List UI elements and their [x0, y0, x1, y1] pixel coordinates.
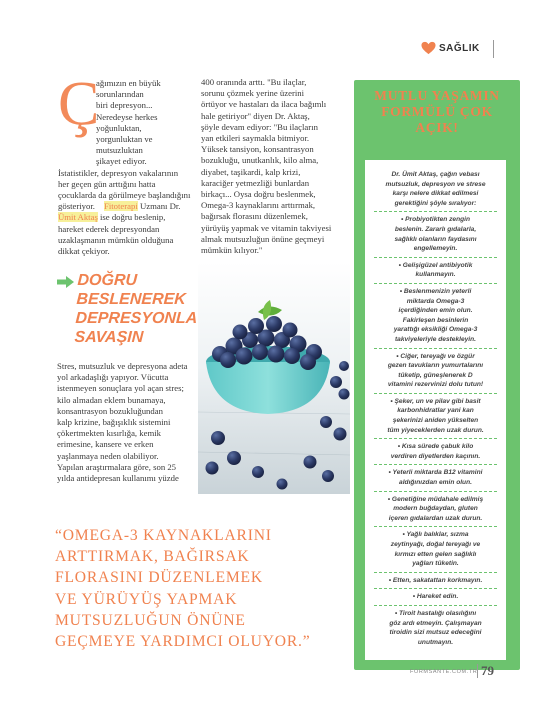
- tip-separator: [374, 605, 497, 606]
- tip-line: unutmayın.: [417, 638, 454, 646]
- quote-line: ARTTIRMAK, BAĞIRSAK: [55, 548, 250, 566]
- text-span: Uzmanı Dr.: [137, 201, 181, 212]
- tip-line: miktarda Omega-3: [406, 297, 465, 305]
- drop-cap: Ç: [58, 70, 100, 138]
- text-line: kalp krizine, bağışıklık sistemini: [57, 417, 171, 427]
- tip-line: yağları tüketin.: [412, 560, 459, 568]
- text-line: [58, 212, 165, 223]
- tip-line: engellemeyin.: [413, 245, 458, 253]
- sidebar-tips: [368, 170, 503, 647]
- sidebar-tip: [368, 468, 503, 487]
- text-line: uzaklaşmanın mümkün olduğuna: [58, 234, 174, 245]
- tip-separator: [374, 438, 497, 439]
- text-line: yılda antidepresan kullanımı yüzde: [57, 473, 179, 483]
- text-line: şöyle devam ediyor: "Bu ilaçların: [201, 121, 318, 132]
- sidebar-title-line: FORMÜLÜ ÇOK: [381, 104, 493, 119]
- text-span: ise doğru beslenip,: [97, 212, 166, 223]
- pull-quote: [55, 525, 355, 652]
- tip-line: • Genetiğine müdahale edilmiş: [387, 495, 484, 503]
- text-line: 400 oranında arttı. "Bu ilaçlar,: [201, 77, 307, 87]
- tip-line: içerdiğinden emin olun.: [398, 307, 473, 315]
- intro-line: karşı nelere dikkat edilmesi: [392, 190, 479, 198]
- tip-line: gezen tavukların yumurtalarını: [387, 362, 484, 370]
- sidebar-title-line: AÇIK!: [415, 120, 459, 135]
- sidebar-tip: [368, 495, 503, 524]
- footer-divider: [477, 664, 478, 678]
- tip-separator: [374, 393, 497, 394]
- quote-line: FLORASINI DÜZENLEMEK: [55, 569, 263, 587]
- tip-line: • Etten, sakatattan korkmayın.: [388, 576, 483, 584]
- tip-separator: [374, 491, 497, 492]
- tip-separator: [374, 348, 497, 349]
- tip-line: karbonhidratlar yani kan: [397, 407, 474, 415]
- text-line: İstatistikler, depresyon vakalarının: [58, 167, 179, 178]
- text-line: şikayet ediyor.: [96, 156, 147, 167]
- sidebar-title: [358, 88, 516, 136]
- text-line: bozukluğu, unutkanlık, kilo alma,: [201, 155, 319, 166]
- tip-line: • Gelişigüzel antibiyotik: [398, 261, 473, 269]
- tip-line: kullanmayın.: [415, 271, 456, 279]
- text-line: almak mutsuzluğun önüne geçmeyi: [201, 233, 325, 244]
- text-line: istenmeyen sonuçlara yol açan stres;: [57, 383, 184, 394]
- tip-line: aldığınızdan emin olun.: [399, 479, 472, 487]
- tip-line: takviyeleriyle destekleyin.: [394, 335, 476, 343]
- tip-separator: [374, 572, 497, 573]
- text-line: yürüyüş yapmak ve vitamin takviyesi: [201, 222, 332, 233]
- sidebar-intro: [368, 170, 503, 208]
- tip-line: • Tiroit hastalığı olasılığını: [394, 609, 477, 617]
- tip-line: modern buğdaydan, gluten: [393, 505, 478, 513]
- sidebar-tip: [368, 576, 503, 586]
- highlighted-text: Ümit Aktaş: [58, 212, 98, 223]
- tip-line: şekerinizi aniden yükselten: [392, 417, 479, 425]
- text-line: örtüyor ve hastaları da ilaca bağımlı: [201, 99, 327, 110]
- text-line: birkaçı... Oysa doğru beslenmek,: [201, 189, 316, 199]
- sidebar-tip: [368, 215, 503, 253]
- subheading-line: SAVAŞIN: [74, 329, 144, 346]
- text-line: Omega-3 kaynaklarını arttırmak,: [201, 200, 316, 211]
- tip-line: verdiren diyetlerden kaçının.: [390, 452, 481, 460]
- tip-separator: [374, 588, 497, 589]
- quote-line: GEÇMEYE YARDIMCI OLUYOR.”: [55, 633, 311, 651]
- text-line: karaciğer yetmezliği bunlardan: [201, 177, 310, 188]
- sidebar-notch: [425, 147, 445, 159]
- quote-line: “OMEGA-3 KAYNAKLARINI: [55, 527, 272, 544]
- footer-website: FORMSANTE.COM.TR: [410, 669, 478, 675]
- text-line: konsantrasyon bozukluğundan: [57, 405, 163, 416]
- tip-line: Fakirleşen besinlerin: [402, 316, 469, 324]
- text-line: erimesine, kansere ve erken: [57, 439, 154, 450]
- sidebar-tip: [368, 442, 503, 461]
- tip-separator: [374, 257, 497, 258]
- text-line: yol arkadaşlığı yapıyor. Vücutta: [57, 372, 169, 383]
- text-line: mümkün kılıyor.": [201, 245, 263, 255]
- tip-line: • Yağlı balıklar, sızma: [402, 531, 469, 539]
- text-line: gösteriyor.: [58, 201, 95, 212]
- tip-line: sağlıklı olanların faydasını: [394, 235, 477, 243]
- tip-separator: [374, 211, 497, 212]
- header-divider: [493, 40, 494, 58]
- tip-line: beslenin. Zararlı gıdalarla,: [394, 225, 477, 233]
- text-line: Yapılan araştırmalara göre, son 25: [57, 461, 177, 472]
- tip-line: vitamini rezervinizi dolu tutun!: [387, 381, 484, 389]
- tip-separator: [374, 283, 497, 284]
- tip-line: • Beslenmenizin yeterli: [399, 287, 472, 295]
- sidebar-tip: [368, 352, 503, 390]
- tip-line: • Hareket edin.: [412, 593, 459, 601]
- tip-line: kırmızı etten gelen sağlıklı: [394, 550, 477, 558]
- sidebar-title-line: MUTLU YAŞAMIN: [374, 88, 500, 103]
- subheading-line: DEPRESYONLA: [75, 310, 198, 327]
- tip-line: zeytinyağı, doğal tereyağı ve: [390, 541, 481, 548]
- text-line: dikkat çekiyor.: [58, 246, 110, 256]
- tip-line: içeren gıdalardan uzak durun.: [388, 514, 483, 522]
- tip-separator: [374, 464, 497, 465]
- text-line: kilo almadan eklem bunamaya,: [57, 394, 166, 405]
- text-line: yoğunluktan,: [96, 122, 142, 133]
- text-line: [104, 201, 180, 212]
- text-line: yorgunluktan ve: [96, 134, 153, 144]
- tip-separator: [374, 526, 497, 527]
- text-line: çocuklarda da görülmeye başlandığını: [58, 190, 191, 200]
- subheading-line: BESLENEREK: [76, 291, 187, 308]
- section-subheading: [74, 271, 208, 347]
- text-line: yan etkileri saymakla bitmiyor.: [201, 133, 310, 143]
- blueberries-photo: [198, 262, 350, 494]
- text-line: sorunlarından: [96, 89, 144, 100]
- sidebar-tip: [368, 261, 503, 280]
- text-line: Stres, mutsuzluk ve depresyona adeta: [57, 361, 188, 371]
- tip-line: • Kısa sürede çabuk kilo: [397, 443, 474, 451]
- intro-line: gerektiğini şöyle sıralıyor:: [394, 199, 477, 207]
- arrow-right-icon: [57, 276, 74, 288]
- section-label: SAĞLIK: [439, 43, 480, 54]
- tip-line: • Şeker, un ve pilav gibi basit: [390, 397, 481, 405]
- sidebar-tip: [368, 609, 503, 647]
- tip-line: tiroidin sizi mutsuz edeceğini: [389, 629, 482, 637]
- text-line: çökertmekten kısırlığa, kemik: [57, 428, 161, 439]
- tip-line: • Ciğer, tereyağı ve özgür: [396, 352, 475, 360]
- text-line: Neredeyse herkes: [96, 111, 158, 122]
- text-line: Yüksek tansiyon, konsantrasyon: [201, 144, 314, 155]
- tip-line: tüm yiyeceklerden uzak durun.: [387, 426, 484, 434]
- sidebar-tip: [368, 592, 503, 602]
- text-line: diyabet, taşikardi, kalp krizi,: [201, 166, 301, 177]
- text-line: hale getiriyor" diyen Dr. Aktaş,: [201, 110, 310, 121]
- quote-line: VE YÜRÜYÜŞ YAPMAK: [55, 590, 238, 608]
- text-line: yaşlanmaya neden olabiliyor.: [57, 450, 159, 461]
- intro-line: mutsuzluk, depresyon ve strese: [385, 180, 486, 188]
- text-line: biri depresyon...: [96, 100, 153, 111]
- text-line: mutsuzluktan: [96, 145, 143, 156]
- intro-line: Dr. Ümit Aktaş, çağın vebası: [391, 171, 480, 178]
- text-line: sorunu çözmek yerine üzerini: [201, 88, 305, 99]
- sidebar-tip: [368, 530, 503, 568]
- sidebar-tip: [368, 397, 503, 435]
- tip-line: tüketip, güneşlenerek D: [398, 371, 473, 379]
- text-line: bağırsak florasını düzenlemek,: [201, 211, 308, 222]
- tip-line: yarattığı eksikliği Omega-3: [393, 326, 478, 334]
- tip-line: • Probiyotikten zengin: [401, 216, 470, 224]
- subheading-line: DOĞRU: [77, 272, 138, 289]
- highlighted-text: Fitoterapi: [104, 201, 138, 212]
- sidebar-tip: [368, 287, 503, 345]
- text-line: her geçen gün arttığını hatta: [58, 178, 156, 189]
- text-line: ağımızın en büyük: [96, 78, 161, 88]
- tip-line: göz ardı etmeyin. Çalışmayan: [389, 619, 482, 627]
- heart-icon: [421, 41, 436, 55]
- page-number: 79: [481, 663, 494, 678]
- text-line: hareket ederek depresyondan: [58, 223, 160, 234]
- quote-line: MUTSUZLUĞUN ÖNÜNE: [55, 611, 246, 629]
- tip-line: • Yeterli miktarda B12 vitamini: [388, 469, 483, 477]
